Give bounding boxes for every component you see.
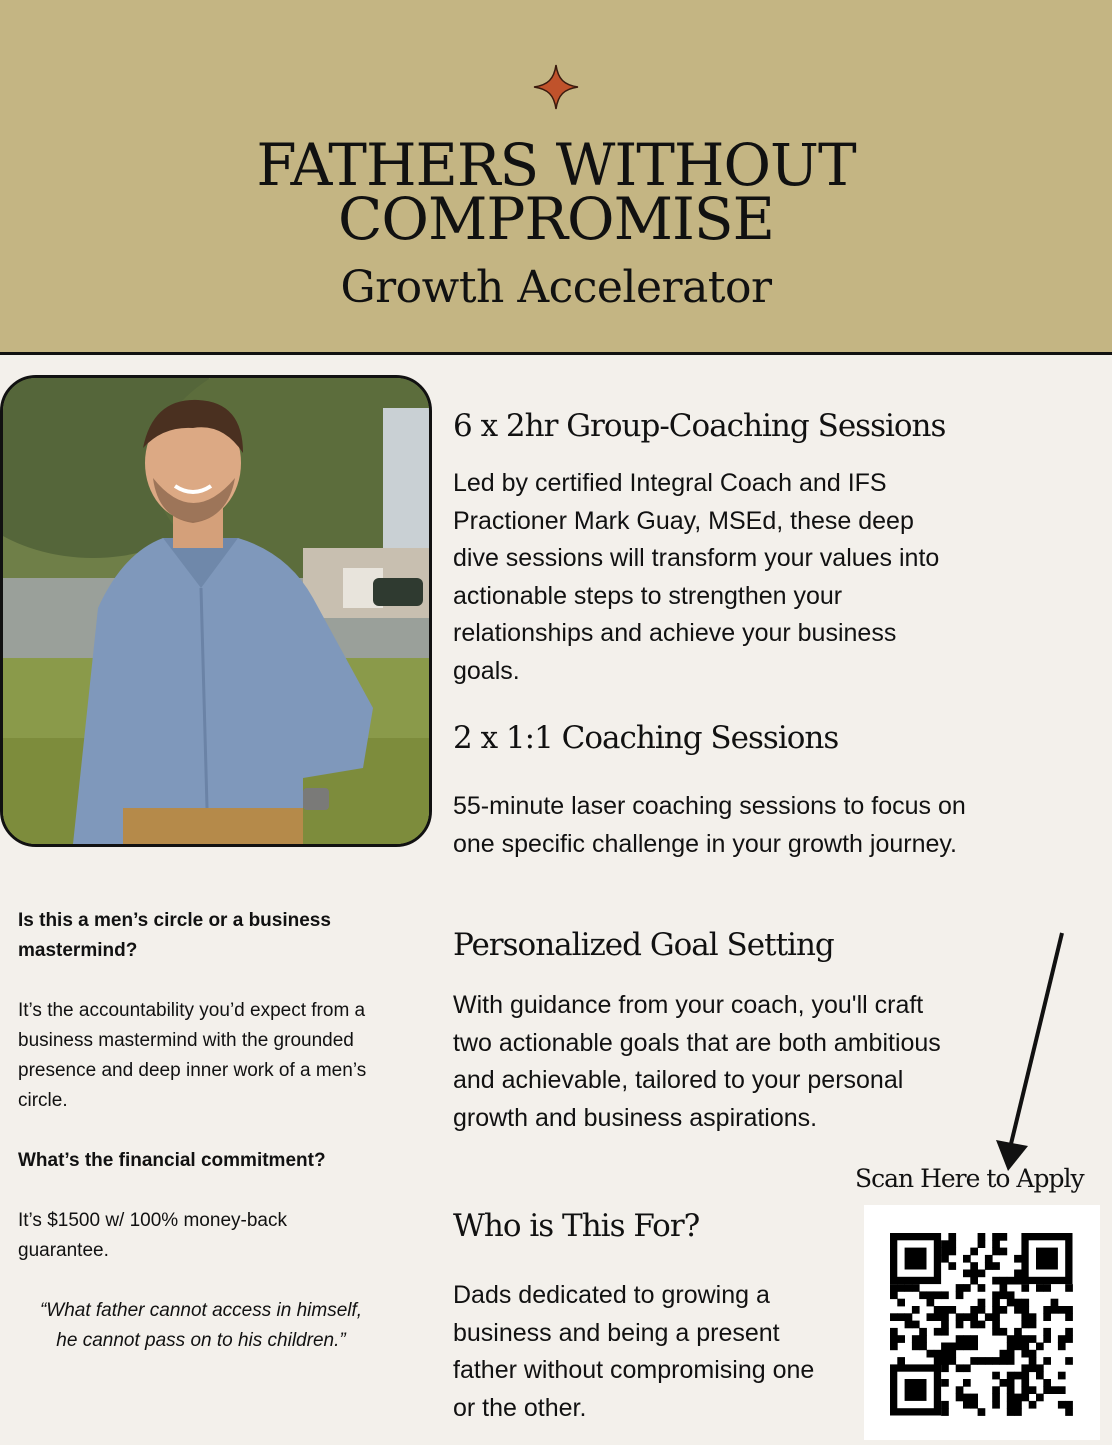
down-arrow-icon xyxy=(990,928,1070,1173)
group-coaching-heading: 6 x 2hr Group-Coaching Sessions xyxy=(453,408,946,444)
who-is-this-for-heading: Who is This For? xyxy=(453,1208,700,1244)
page-subtitle: Growth Accelerator xyxy=(340,262,772,313)
four-point-star-icon xyxy=(533,64,579,110)
one-on-one-heading: 2 x 1:1 Coaching Sessions xyxy=(453,720,839,756)
faq-answer-1: It’s the accountability you’d expect from a business mastermind with the grounded presence and deep inner work of a men’s circle. xyxy=(18,1000,367,1111)
faq-question-1: Is this a men’s circle or a business mastermind? xyxy=(18,910,331,961)
portrait-photo-icon xyxy=(3,378,429,844)
goal-setting-body: With guidance from your coach, you'll craft two actionable goals that are both ambitious and achievable, tailored to your personal growth and business aspirations. xyxy=(453,991,941,1132)
page-title xyxy=(0,131,1112,253)
header-banner xyxy=(0,0,1112,355)
faq-answer-2: It’s $1500 w/ 100% money-back guarantee. xyxy=(18,1210,287,1261)
one-on-one-body: 55-minute laser coaching sessions to focus on one specific challenge in your growth journey. xyxy=(453,792,966,858)
faq-question-2: What’s the financial commitment? xyxy=(18,1150,326,1171)
goal-setting-heading: Personalized Goal Setting xyxy=(453,927,834,963)
scan-to-apply-label: Scan Here to Apply xyxy=(855,1164,1084,1193)
who-is-this-for-body: Dads dedicated to growing a business and being a present father without compromising one or the other. xyxy=(453,1281,815,1422)
father-quote: “What father cannot access in himself, he cannot pass on to his children.” xyxy=(39,1300,363,1351)
title-line-2: COMPROMISE xyxy=(338,185,774,253)
faq-block xyxy=(18,906,378,1266)
qr-code-container[interactable] xyxy=(864,1205,1100,1440)
title-line-1: FATHERS WITHOUT xyxy=(256,131,856,199)
group-coaching-body: Led by certified Integral Coach and IFS Practioner Mark Guay, MSEd, these deep dive sessions will transform your values into actionable steps to strengthen your relationships and achieve your business goals. xyxy=(453,469,940,685)
coach-photo xyxy=(0,375,432,847)
qr-code-icon[interactable] xyxy=(864,1205,1100,1440)
